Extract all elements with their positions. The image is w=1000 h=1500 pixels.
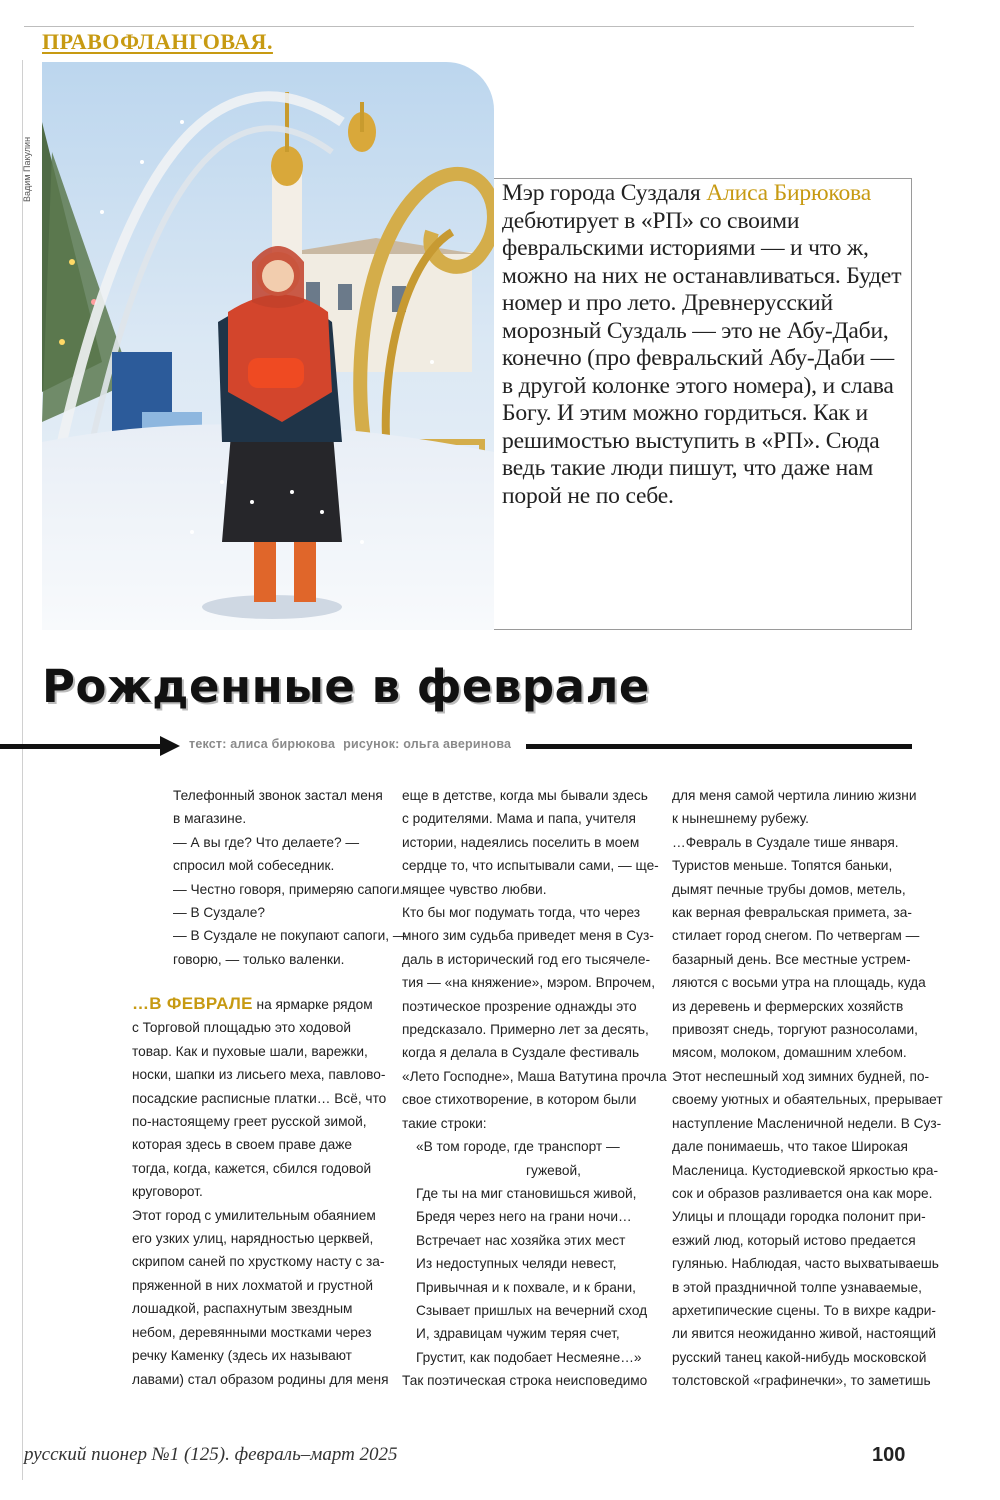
text-line: Привычная и к похвале, и к брани, [416,1279,636,1295]
text-line: дале понимаешь, что такое Широкая [672,1139,908,1155]
byline-rule [526,744,912,749]
text-line: в этой праздничной толпе узнаваемые, [672,1279,922,1295]
text-line: привозят снедь, торгуют разносолами, [672,1022,918,1038]
lead-in: …В ФЕВРАЛЕ [132,994,253,1013]
text-line: спросил мой собеседник. [173,858,335,874]
text-line: которая здесь в своем праве даже [132,1137,352,1153]
text-line: лошадкой, распахнутым звездным [132,1301,353,1317]
intro-text-after: дебютирует в «РП» со своими февральскими историями — и что ж, можно на них не останавливаться. Будет номер и про лето. Древнерусский морозный Суздаль — это не Абу-Даби, конечно (про февральский Абу-Даби — в другой колонке этого номера), и слава Богу. И этим можно гордиться. Как и решимостью выступить в «РП». Сюда ведь такие люди пишут, что даже нам порой не по себе. [502,207,902,509]
text-line: тия — «на княжение», мэром. Впрочем, [402,975,656,991]
text-line: тогда, когда, кажется, сбился годовой [132,1160,372,1176]
text-line: стилает город снегом. По четвергам — [672,928,920,944]
text-line: мясом, молоком, домашним хлебом. [672,1045,907,1061]
text-line: речку Каменку (здесь их называют [132,1348,352,1364]
text-line: говорю, — только валенки. [173,951,345,967]
text-line: с Торговой площадью это ходовой [132,1020,352,1036]
page-number: 100 [872,1444,906,1466]
text-line: с родителями. Мама и папа, учителя [402,811,636,827]
text-line: архетипические сцены. То в вихре кадри- [672,1302,936,1318]
text-line: товар. Как и пуховые шали, варежки, [132,1043,368,1059]
text-line: посадские расписные платки… Всё, что [132,1090,387,1106]
text-line: Улицы и площади городка полонит при- [672,1209,926,1225]
byline [189,737,519,751]
text-line: его узких улиц, нарядностью церквей, [132,1231,374,1247]
left-margin-rule [22,60,23,1480]
lead-continuation: на ярмарке рядом [252,997,373,1012]
text-line: И, здравицам чужим теряя счет, [416,1326,620,1342]
text-line: гужевой, [526,1162,581,1178]
text-line: Телефонный звонок застал меня [173,788,383,803]
column-1-body [132,992,389,1391]
text-line: своему уютных и обаятельных, прерывает [672,1092,943,1108]
text-line: «В том городе, где транспорт — [416,1139,620,1155]
text-line: Кто бы мог подумать тогда, что через [402,905,641,921]
text-line: небом, деревянными мостками через [132,1324,372,1340]
text-line: Этот неспешный ход зимних будней, по- [672,1068,930,1084]
author-name-highlight: Алиса Бирюкова [706,180,871,206]
photo-credit: Вадим Пакулин [22,136,32,202]
text-line: Встречает нас хозяйка этих мест [416,1232,626,1248]
text-line: даль в исторический год его тысячеле- [402,951,651,967]
byline-text-credit: текст: алиса бирюкова [189,737,336,751]
text-line: в магазине. [173,811,247,827]
text-line: Бредя через него на грани ночи… [416,1209,632,1225]
text-line: сок и образов разливается она как море. [672,1185,933,1201]
cover-photo [42,62,494,630]
text-line: наступление Масленичной недели. В Суз- [672,1115,942,1131]
text-line: лавами) стал образом родины для меня [132,1371,389,1387]
top-rule [24,26,914,27]
text-line: как верная февральская примета, за- [672,905,912,921]
byline-drawing-credit: рисунок: ольга аверинова [343,737,512,751]
text-line: толстовской «графинечки», то заметишь [672,1373,931,1389]
text-line: Этот город с умилительным обаянием [132,1207,376,1223]
text-line: ли явится неожиданно живой, настоящий [672,1326,936,1342]
text-line: Масленица. Кустодиевской яркостью кра- [672,1162,939,1178]
text-line: истории, надеялись поселить в моем [402,834,640,850]
column-2-body [402,784,667,1393]
text-line: пряженной в них лохматой и грустной [132,1277,374,1293]
text-line: еще в детстве, когда мы бывали здесь [402,788,648,803]
article-title: Рожденные в феврале [42,660,650,713]
text-line: к нынешнему рубежу. [672,811,809,827]
text-line: — В Суздале? [173,905,265,921]
text-line: Сзывает пришлых на вечерний сход [416,1302,648,1318]
column-1-dialogue [173,784,407,971]
text-line: «Лето Господне», Маша Ватутина прочла [402,1068,667,1084]
text-line: — Честно говоря, примеряю сапоги. [173,881,404,897]
text-line: круговорот. [132,1184,203,1200]
text-line: русский танец какой-нибудь московской [672,1349,927,1365]
text-line: сердце то, что испытывали сами, — ще- [402,858,659,874]
text-line: скрипом саней по хрусткому насту с за- [132,1254,385,1270]
text-line: Так поэтическая строка неисповедимо [402,1373,648,1389]
text-line: по-настоящему греет русской зимой, [132,1114,367,1130]
text-line: много зим судьба приведет меня в Суз- [402,928,654,944]
intro-text-before: Мэр города Суздаля [502,180,707,206]
text-line: когда я делала в Суздале фестиваль [402,1045,640,1061]
text-line: езжий люд, который истово предается [672,1232,916,1248]
text-line: — А вы где? Что делаете? — [173,834,360,850]
text-line: носки, шапки из лисьего меха, павлово- [132,1067,386,1083]
text-line: Туристов меньше. Топятся баньки, [672,858,893,874]
text-line: такие строки: [402,1115,487,1131]
text-line: поэтическое прозрение однажды это [402,998,637,1014]
text-line: из деревень и фермерских хозяйств [672,998,904,1014]
text-line: Грустит, как подобает Несмеяне…» [416,1349,642,1365]
text-line: …Февраль в Суздале тише января. [672,834,899,850]
lead-line [132,992,382,1016]
intro-paragraph [502,180,902,510]
text-line: Где ты на миг становишься живой, [416,1185,637,1201]
text-line: для меня самой чертила линию жизни [672,788,917,803]
column-3-body [672,784,943,1393]
text-line: базарный день. Все местные устрем- [672,951,911,967]
text-line: дымят печные трубы домов, метель, [672,881,906,897]
text-line: свое стихотворение, в котором были [402,1092,637,1108]
text-line: ляются с восьми утра на площадь, куда [672,975,926,991]
rubric-label: ПРАВОФЛАНГОВАЯ. [42,29,273,54]
text-line: Из недоступных челяди невест, [416,1256,617,1272]
text-line: мящее чувство любви. [402,881,547,897]
byline-arrow-shaft [0,744,166,749]
arrow-right-icon [160,736,180,756]
text-line: гулянью. Наблюдая, часто выхватываешь [672,1256,939,1272]
issue-footer: русский пионер №1 (125). февраль–март 2025 [24,1444,398,1465]
text-line: — В Суздале не покупают сапоги, — [173,928,407,944]
text-line: предсказало. Примерно лет за десять, [402,1022,649,1038]
